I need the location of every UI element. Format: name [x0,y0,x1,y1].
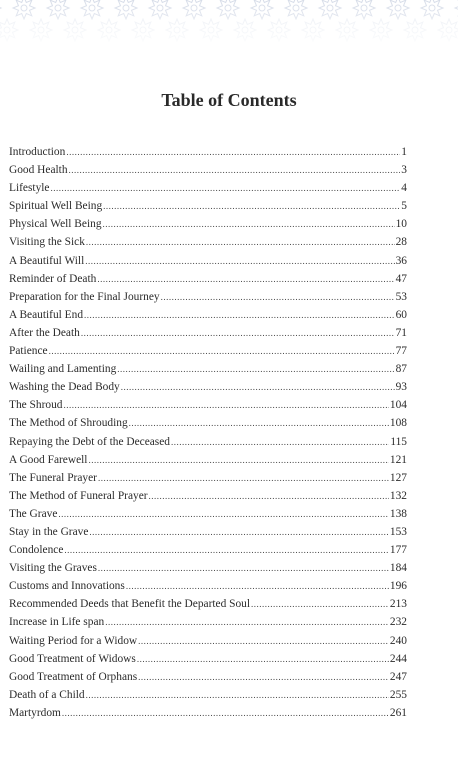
toc-entry-page-number: 60 [395,308,407,321]
dot-leader [86,686,389,704]
toc-entry [9,215,407,233]
toc-entry-page-number: 4 [401,182,407,195]
toc-entry [9,632,407,650]
toc-entry [9,414,407,432]
toc-entry-title: The Grave [9,507,58,520]
toc-entry-page-number: 138 [389,507,407,520]
toc-entry-title: Good Treatment of Orphans [9,670,138,683]
toc-entry-page-number: 77 [395,345,407,358]
toc-entry-page-number: 28 [395,236,407,249]
toc-entry-page-number: 93 [395,381,407,394]
toc-entry-title: Wailing and Lamenting [9,363,117,376]
toc-entry-title: Spiritual Well Being [9,200,103,213]
dot-leader [117,360,394,378]
toc-entry-page-number: 127 [389,471,407,484]
toc-entry-title: Condolence [9,544,64,557]
toc-entry-title: The Funeral Prayer [9,471,97,484]
dot-leader [129,414,389,432]
dot-leader [149,487,389,505]
toc-entry-title: Physical Well Being [9,218,102,231]
toc-entry-page-number: 240 [389,634,407,647]
toc-entry-page-number: 71 [395,326,407,339]
toc-entry [9,342,407,360]
toc-entry-title: Patience [9,345,48,358]
toc-entry-title: After the Death [9,326,80,339]
toc-entry-title: Recommended Deeds that Benefit the Departed Soul [9,598,251,611]
toc-entry [9,143,407,161]
toc-entry [9,270,407,288]
dot-leader [62,704,389,722]
toc-entry [9,469,407,487]
toc-entry-title: Washing the Dead Body [9,381,120,394]
toc-entry-page-number: 255 [389,688,407,701]
toc-entry-title: Lifestyle [9,182,50,195]
toc-entry-page-number: 247 [389,670,407,683]
toc-entry [9,595,407,613]
toc-entry-title: The Shroud [9,399,63,412]
toc-entry [9,505,407,523]
toc-entry-page-number: 121 [389,453,407,466]
dot-leader [251,595,389,613]
toc-entry-page-number: 196 [389,580,407,593]
toc-entry-title: A Beautiful Will [9,254,85,267]
dot-leader [58,505,389,523]
toc-entry-page-number: 3 [401,164,407,177]
toc-entry-title: The Method of Funeral Prayer [9,489,148,502]
toc-entry-title: Good Health [9,164,68,177]
toc-entry-title: Death of a Child [9,688,85,701]
toc-entry-page-number: 213 [389,598,407,611]
dot-leader [98,559,389,577]
toc-entry [9,451,407,469]
toc-entry [9,360,407,378]
toc-entry-page-number: 153 [389,525,407,538]
toc-entry-page-number: 87 [395,363,407,376]
toc-entry-title: Waiting Period for a Widow [9,634,138,647]
dot-leader [97,270,394,288]
dot-leader [103,197,400,215]
dot-leader [49,342,395,360]
dot-leader [103,215,395,233]
toc-entry-page-number: 1 [401,146,407,158]
toc-entry [9,378,407,396]
toc-entry [9,161,407,179]
toc-entry-page-number: 53 [395,290,407,303]
toc-entry [9,252,407,270]
toc-entry-page-number: 132 [389,489,407,502]
toc-entry [9,433,407,451]
toc-entry-title: Introduction [9,146,66,158]
dot-leader [137,650,389,668]
toc-entry-title: Visiting the Sick [9,236,85,249]
dot-leader [89,523,389,541]
dot-leader [63,396,388,414]
toc-entry-page-number: 184 [389,562,407,575]
toc-entry-page-number: 108 [389,417,407,430]
toc-entry [9,179,407,197]
toc-entry [9,650,407,668]
dot-leader [138,632,389,650]
toc-entry [9,306,407,324]
toc-entry-title: Visiting the Graves [9,562,97,575]
decorative-header-band [0,0,458,52]
toc-entry-title: Customs and Innovations [9,580,125,593]
dot-leader [121,378,395,396]
toc-entry-page-number: 47 [395,272,407,285]
toc-entry-title: Increase in Life span [9,616,105,629]
toc-entry [9,324,407,342]
toc-entry [9,523,407,541]
dot-leader [171,433,389,451]
toc-entry [9,487,407,505]
toc-entry [9,613,407,631]
toc-entry [9,704,407,722]
toc-entry-page-number: 177 [389,544,407,557]
toc-entry [9,686,407,704]
dot-leader [69,161,401,179]
page-title: Table of Contents [161,90,297,110]
table-of-contents [9,143,407,722]
toc-entry [9,577,407,595]
dot-leader [51,179,401,197]
dot-leader [88,451,388,469]
dot-leader [161,288,395,306]
toc-entry-page-number: 5 [401,200,407,213]
toc-entry-page-number: 261 [389,706,407,719]
toc-entry-page-number: 36 [395,254,407,267]
toc-entry-title: The Method of Shrouding [9,417,128,430]
toc-entry [9,233,407,251]
toc-entry-page-number: 244 [389,652,407,665]
toc-entry [9,197,407,215]
toc-entry [9,288,407,306]
toc-entry-title: A Good Farewell [9,453,88,466]
toc-entry [9,559,407,577]
toc-entry-title: Stay in the Grave [9,525,89,538]
dot-leader [86,233,395,251]
dot-leader [105,613,389,631]
toc-entry-title: Preparation for the Final Journey [9,290,160,303]
toc-entry-title: Repaying the Debt of the Deceased [9,435,170,448]
dot-leader [66,143,400,161]
dot-leader [138,668,389,686]
toc-entry-title: Martyrdom [9,706,61,719]
toc-entry-title: Reminder of Death [9,272,97,285]
toc-entry-title: A Beautiful End [9,308,84,321]
dot-leader [84,306,395,324]
toc-entry-title: Good Treatment of Widows [9,652,136,665]
toc-entry [9,396,407,414]
toc-entry-page-number: 10 [395,218,407,231]
toc-entry [9,541,407,559]
dot-leader [81,324,395,342]
ornament-pattern-icon [0,0,458,52]
dot-leader [98,469,389,487]
dot-leader [64,541,389,559]
toc-entry-page-number: 232 [389,616,407,629]
toc-entry [9,668,407,686]
toc-entry-page-number: 115 [390,435,407,448]
dot-leader [85,252,394,270]
dot-leader [126,577,389,595]
toc-entry-page-number: 104 [389,399,407,412]
